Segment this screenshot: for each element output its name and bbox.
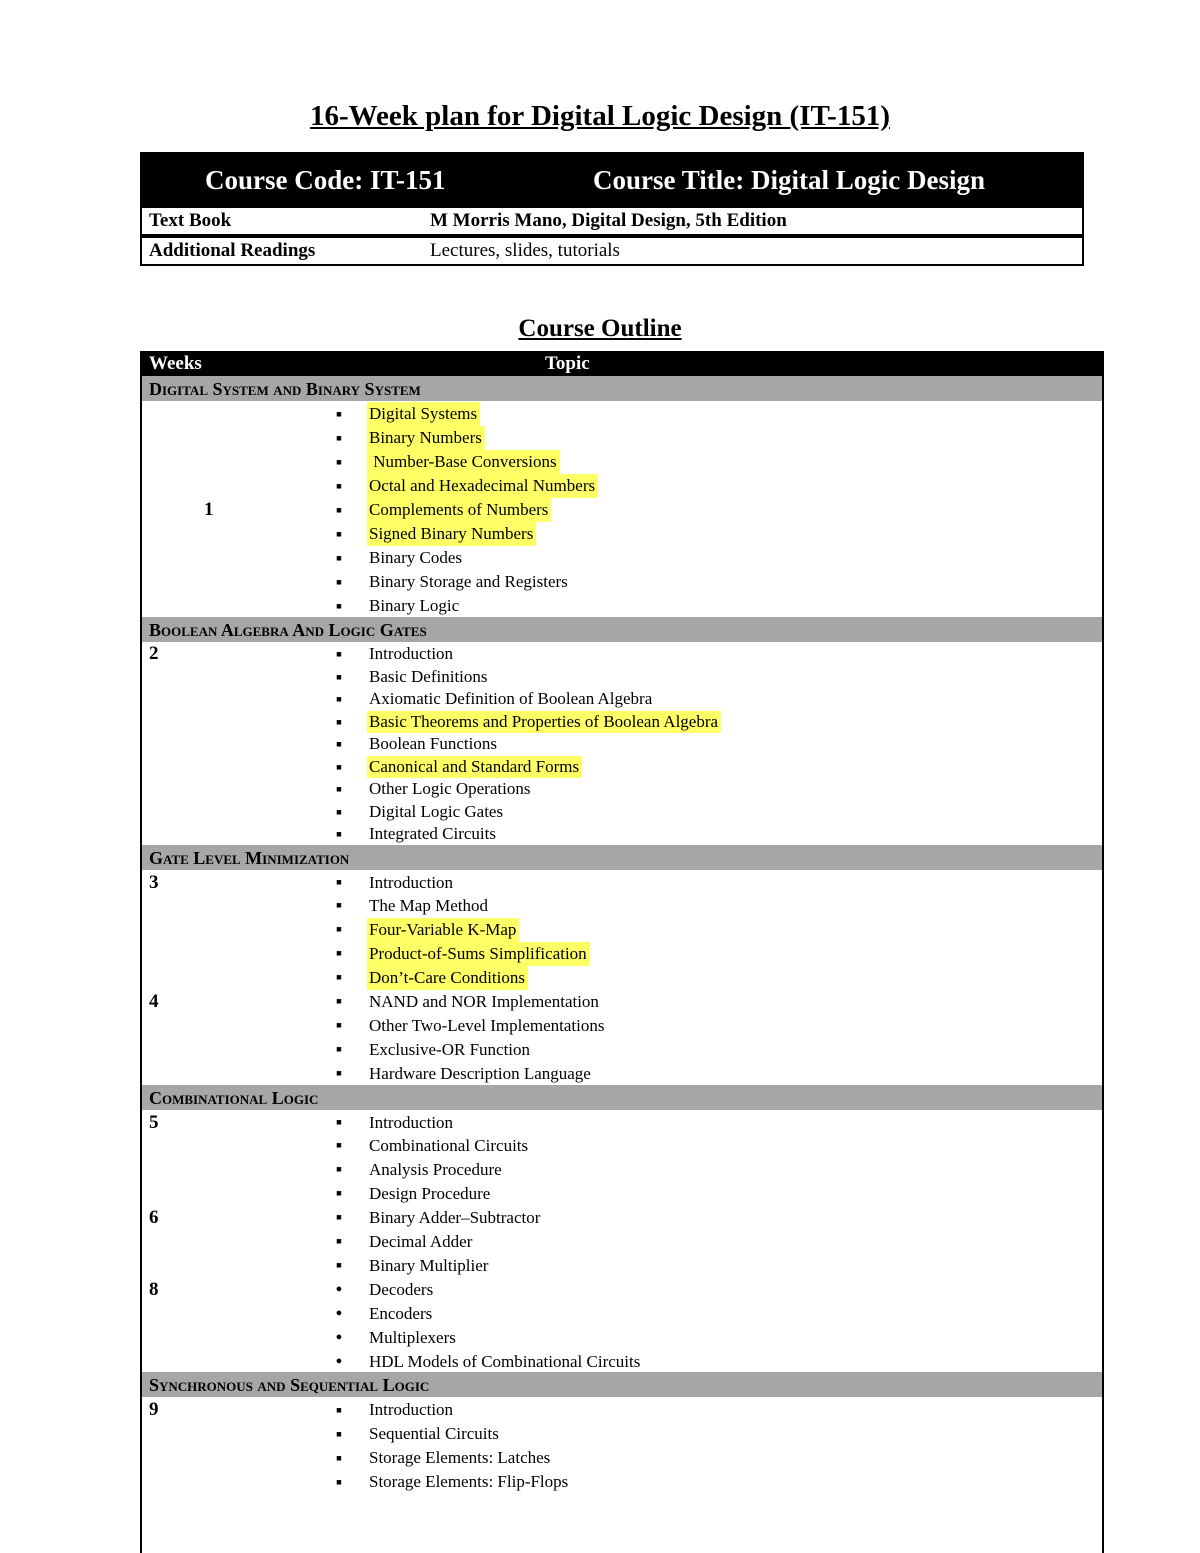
section-header: Combinational Logic [142,1085,1102,1110]
topic-list-item [142,402,1102,426]
topic-text: Digital Systems [367,402,480,426]
textbook-row [140,206,1084,236]
topic-list-item [142,1038,1102,1062]
topic-text: Storage Elements: Flip-Flops [369,1472,569,1492]
section-header: Synchronous and Sequential Logic [142,1372,1102,1397]
topic-text: Octal and Hexadecimal Numbers [367,474,598,498]
topic-list-item [142,1302,1102,1326]
topic-list-item [142,942,1102,966]
document-title: 16-Week plan for Digital Logic Design (IT-151) [309,100,890,132]
course-info-table [140,152,1084,266]
topic-text: Multiplexers [369,1327,456,1347]
square-bullet-icon: ▪ [335,500,343,520]
topic-list-item [142,1182,1102,1206]
topic-list-item [142,522,1102,546]
square-bullet-icon: ▪ [335,1159,343,1180]
topic-list-item [142,546,1102,570]
topic-text: Sequential Circuits [369,1424,499,1444]
topic-text: Four-Variable K-Map [367,918,519,942]
topic-text: Hardware Description Language [369,1063,591,1083]
topic-text: Binary Codes [369,548,463,567]
section-body [142,401,1102,617]
topic-list-item [142,643,1102,666]
outline-title: Course Outline [518,315,682,342]
topic-text: Introduction [369,1112,454,1132]
week-number: 8 [149,1278,159,1300]
week-number: 2 [149,643,159,664]
topic-text: Digital Logic Gates [369,801,504,821]
square-bullet-icon: ▪ [335,428,343,448]
square-bullet-icon: ▪ [335,644,343,664]
topic-text: Canonical and Standard Forms [367,756,582,779]
outline-header-row [142,351,1102,376]
topic-text: Binary Storage and Registers [369,572,568,591]
topic-text: NAND and NOR Implementation [369,992,599,1011]
square-bullet-icon: ▪ [335,919,343,940]
section-body [142,1110,1102,1373]
week-number: 1 [204,499,214,520]
section-body [142,642,1102,845]
additional-readings-row [140,236,1084,266]
topic-list-item [142,1014,1102,1038]
topic-list-item [142,1422,1102,1446]
topic-text: Boolean Functions [369,734,497,753]
topic-list-item [142,1158,1102,1182]
week-number: 5 [149,1111,159,1133]
topic-list-item [142,594,1102,618]
topic-list-item [142,801,1102,824]
topic-text: Axiomatic Definition of Boolean Algebra [369,689,653,708]
week-number: 9 [149,1399,159,1421]
section-header: Boolean Algebra And Logic Gates [142,617,1102,642]
topic-list-item [142,1278,1102,1302]
square-bullet-icon: ▪ [335,943,343,964]
square-bullet-icon: ▪ [335,779,343,799]
topic-list-item [142,733,1102,756]
topic-list-item [142,871,1102,895]
outline-sections [142,376,1102,1493]
square-bullet-icon: ▪ [335,991,343,1011]
textbook-value: M Morris Mano, Digital Design, 5th Edition [430,210,787,231]
topic-text: Binary Adder–Subtractor [369,1208,541,1228]
topic-text: The Map Method [369,896,488,916]
square-bullet-icon: ▪ [335,1448,343,1469]
topic-list-item [142,498,1102,522]
topic-list-item [142,918,1102,942]
square-bullet-icon: ▪ [335,734,343,754]
square-bullet-icon: ▪ [335,1424,343,1445]
square-bullet-icon: ▪ [335,689,343,709]
topic-text: Design Procedure [369,1184,491,1204]
topic-list-item [142,688,1102,711]
topic-list-item [142,450,1102,474]
topic-list-item [142,823,1102,846]
week-number: 3 [149,871,159,893]
square-bullet-icon: ▪ [335,476,343,496]
square-bullet-icon: ▪ [335,452,343,472]
topic-text: Storage Elements: Latches [369,1448,551,1468]
topic-list-item [142,1134,1102,1158]
topic-text: Decimal Adder [369,1232,473,1252]
topic-text: Introduction [369,644,454,663]
topic-list-item [142,894,1102,918]
topic-list-item [142,1470,1102,1494]
square-bullet-icon: ▪ [335,666,343,687]
round-bullet-icon: ● [335,1306,343,1319]
topic-list-item [142,426,1102,450]
topic-text: Basic Definitions [369,666,488,686]
section-header: Digital System and Binary System [142,376,1102,401]
topic-text: Introduction [369,872,454,892]
course-title: Course Title: Digital Logic Design [593,165,985,195]
topic-text: Number-Base Conversions [367,450,560,474]
topic-text: Combinational Circuits [369,1136,529,1156]
topic-text: Don’t-Care Conditions [367,966,528,990]
section-body [142,1397,1102,1493]
week-number: 6 [149,1207,159,1229]
topic-list-item [142,474,1102,498]
square-bullet-icon: ▪ [335,871,343,892]
round-bullet-icon: ● [335,1330,343,1343]
square-bullet-icon: ▪ [335,1135,343,1156]
course-info-header [140,152,1084,208]
square-bullet-icon: ▪ [335,548,343,568]
square-bullet-icon: ▪ [335,895,343,916]
topic-list-item [142,966,1102,990]
section-body [142,870,1102,1085]
square-bullet-icon: ▪ [335,572,343,592]
square-bullet-icon: ▪ [335,1111,343,1132]
additional-readings-value: Lectures, slides, tutorials [430,240,620,261]
square-bullet-icon: ▪ [335,801,343,822]
topic-text: Product-of-Sums Simplification [367,942,590,966]
square-bullet-icon: ▪ [335,1472,343,1493]
topic-list-item [142,1446,1102,1470]
round-bullet-icon: ● [335,1354,343,1367]
topic-text: Other Two-Level Implementations [369,1015,605,1035]
topic-text: Integrated Circuits [369,824,496,843]
topic-list-item [142,711,1102,734]
weeks-column-header: Weeks [149,353,202,374]
topic-text: Binary Logic [369,596,460,615]
topic-list-item [142,1111,1102,1135]
square-bullet-icon: ▪ [335,524,343,544]
course-code: Course Code: IT-151 [205,165,446,195]
topic-list-item [142,990,1102,1014]
square-bullet-icon: ▪ [335,824,343,844]
square-bullet-icon: ▪ [335,756,343,777]
topic-text: Encoders [369,1303,433,1323]
square-bullet-icon: ▪ [335,1183,343,1204]
square-bullet-icon: ▪ [335,711,343,732]
topic-text: Signed Binary Numbers [367,522,536,546]
square-bullet-icon: ▪ [335,1062,343,1083]
topic-list-item [142,1398,1102,1422]
square-bullet-icon: ▪ [335,1014,343,1035]
topic-list-item [142,1254,1102,1278]
square-bullet-icon: ▪ [335,404,343,424]
topic-text: Decoders [369,1279,434,1299]
topic-list-item [142,570,1102,594]
square-bullet-icon: ▪ [335,1207,343,1228]
square-bullet-icon: ▪ [335,1254,343,1275]
topic-list-item [142,666,1102,689]
week-number: 4 [149,991,159,1012]
additional-readings-label: Additional Readings [149,240,316,261]
topic-list-item [142,1350,1102,1374]
topic-list-item [142,1206,1102,1230]
square-bullet-icon: ▪ [335,1400,343,1421]
topic-list-item [142,1062,1102,1086]
topic-text: Exclusive-OR Function [369,1039,531,1059]
textbook-label: Text Book [149,210,232,231]
topic-column-header: Topic [545,353,590,374]
topic-text: HDL Models of Combinational Circuits [369,1351,641,1371]
topic-text: Binary Multiplier [369,1255,489,1275]
square-bullet-icon: ▪ [335,596,343,616]
topic-text: Analysis Procedure [369,1160,502,1180]
square-bullet-icon: ▪ [335,1038,343,1059]
topic-list-item [142,1326,1102,1350]
topic-text: Binary Numbers [367,426,485,450]
topic-list-item [142,756,1102,779]
topic-list-item [142,778,1102,801]
topic-text: Complements of Numbers [367,498,551,522]
topic-text: Other Logic Operations [369,779,531,798]
square-bullet-icon: ▪ [335,1231,343,1252]
square-bullet-icon: ▪ [335,967,343,988]
topic-text: Basic Theorems and Properties of Boolean Algebra [367,711,721,734]
topic-list-item [142,1230,1102,1254]
topic-text: Introduction [369,1400,454,1420]
round-bullet-icon: ● [335,1282,343,1295]
course-outline-table [140,351,1104,1553]
section-header: Gate Level Minimization [142,845,1102,870]
